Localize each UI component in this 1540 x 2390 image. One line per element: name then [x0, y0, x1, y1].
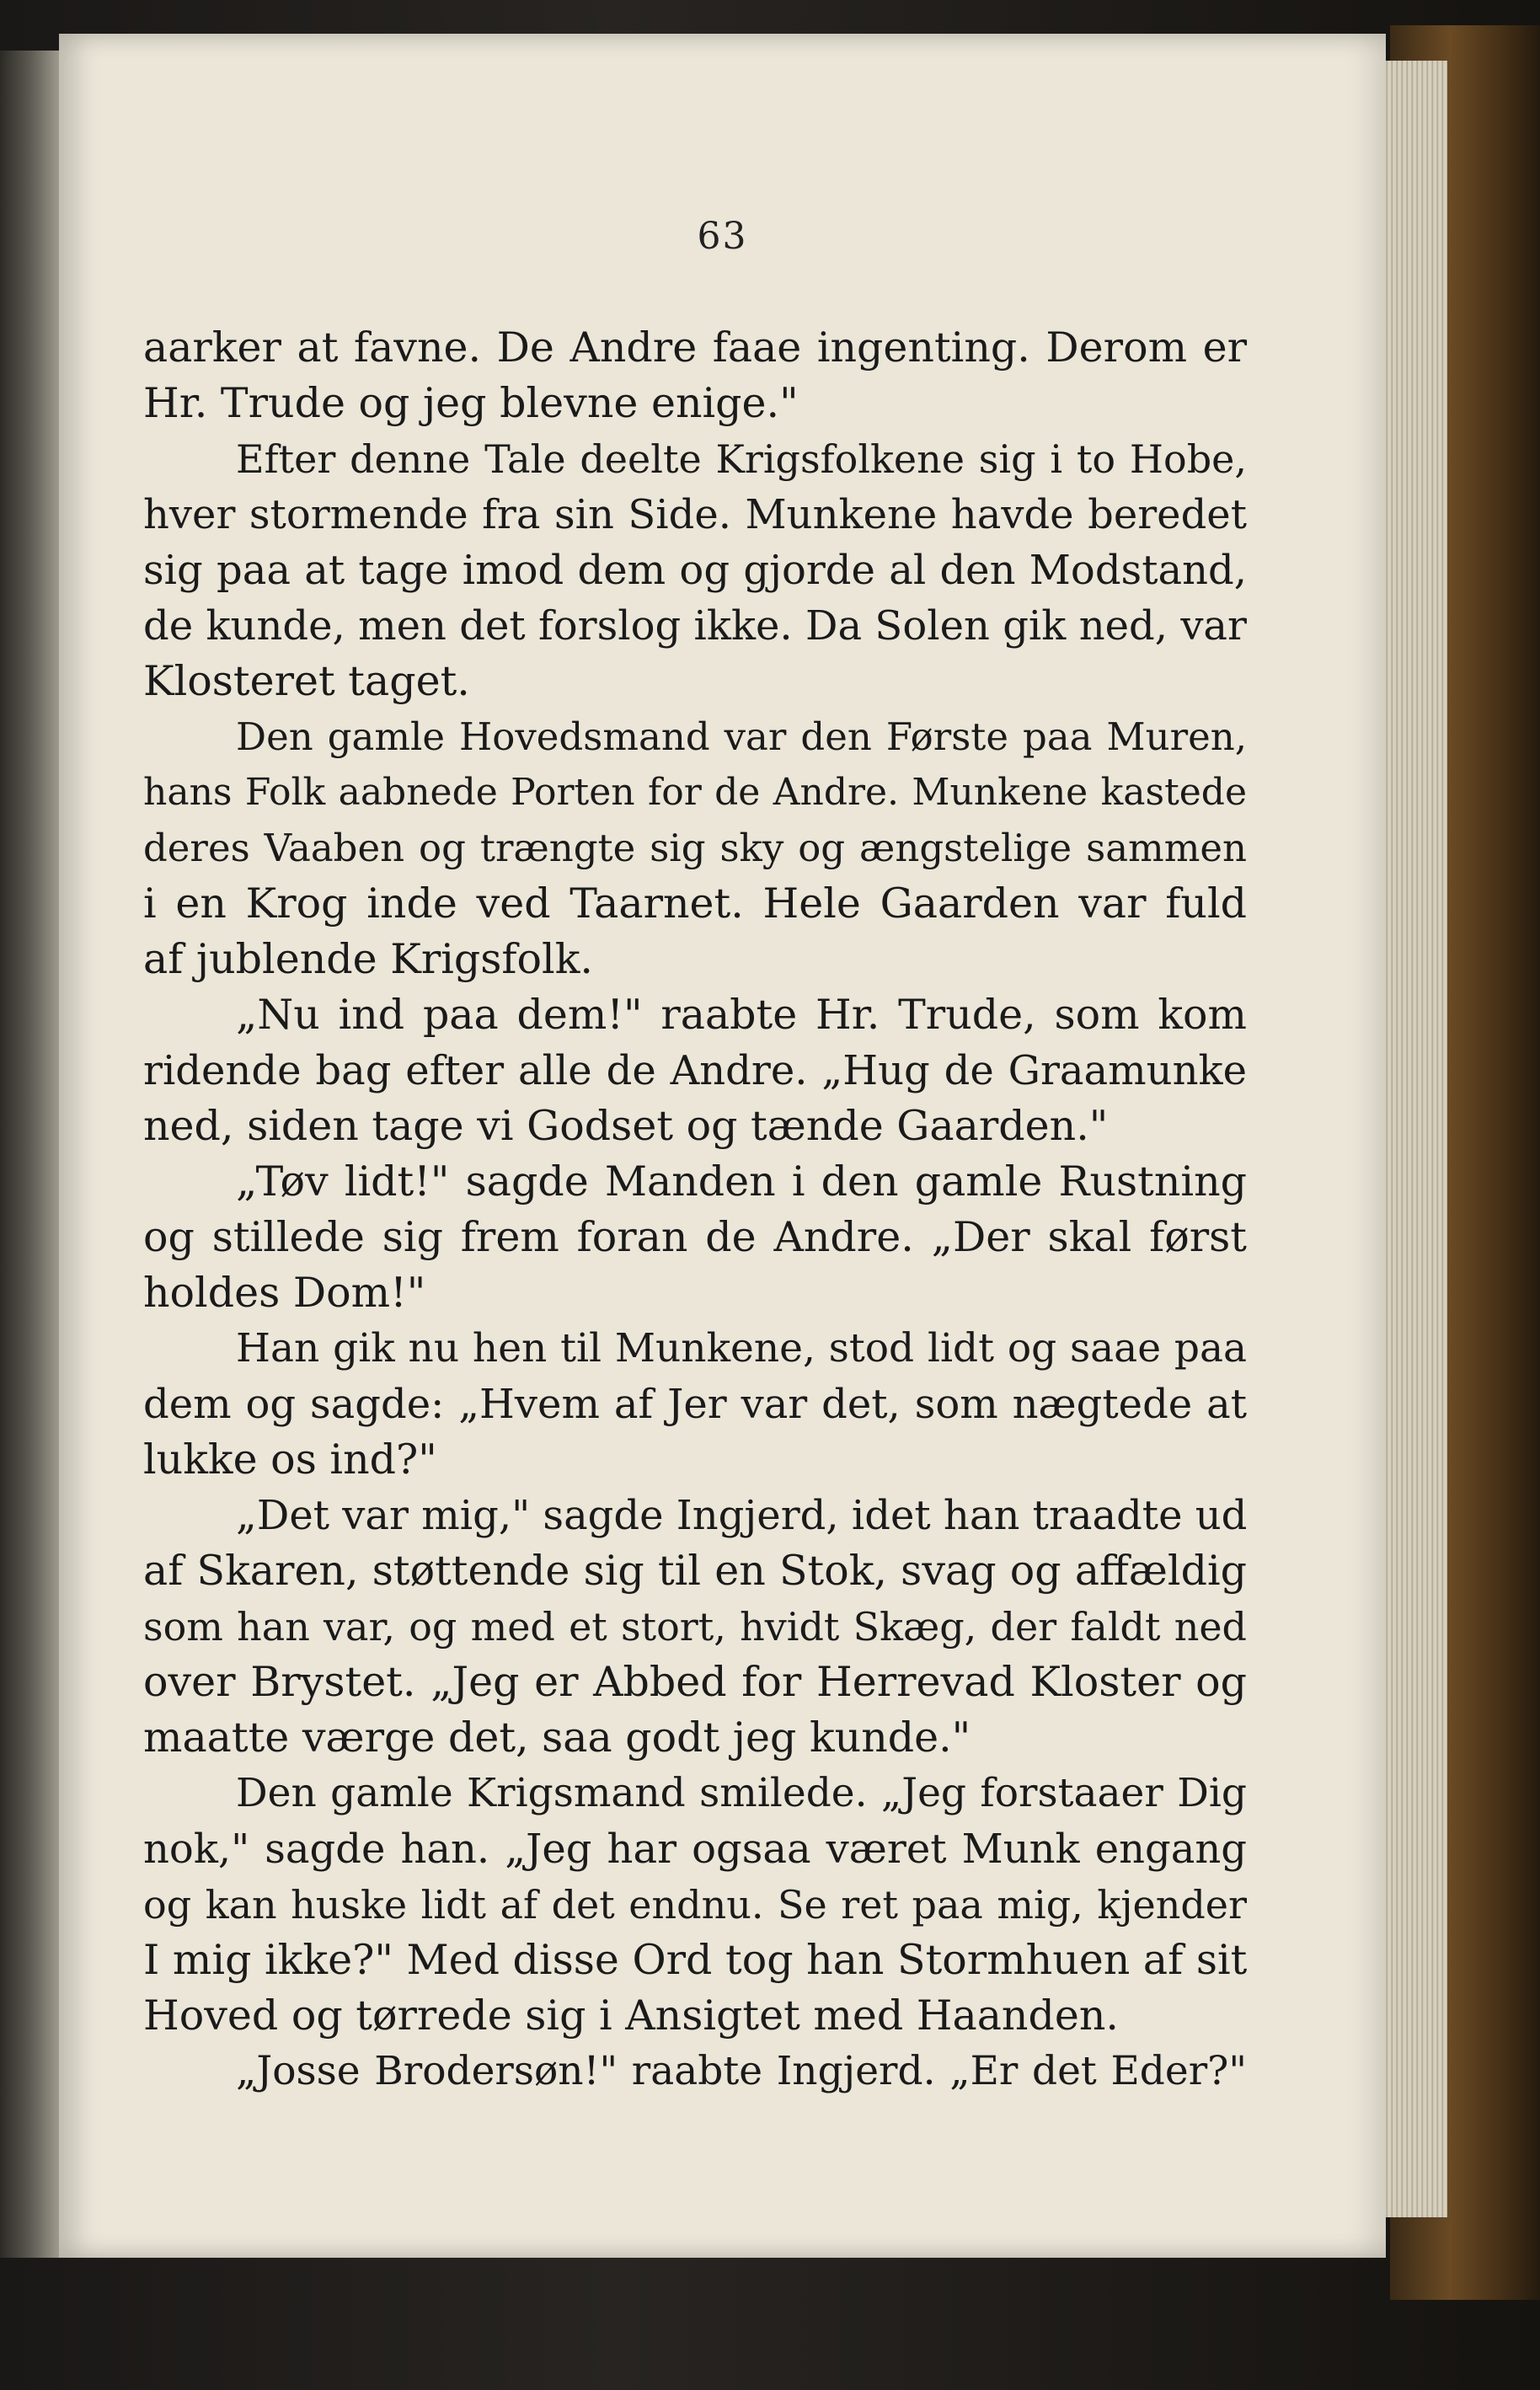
- text-line: som han var, og med et stort, hvidt Skæg, der faldt ned: [143, 1604, 1247, 1649]
- text-line: „Nu ind paa dem!" raabte Hr. Trude, som kom: [236, 991, 1247, 1039]
- text-line: hans Folk aabnede Porten for de Andre. Munkene kastede: [143, 771, 1247, 814]
- text-line: i en Krog inde ved Taarnet. Hele Gaarden var fuld: [143, 880, 1247, 928]
- text-line: I mig ikke?" Med disse Ord tog han Stormhuen af sit: [143, 1936, 1248, 1984]
- text-line: og stillede sig frem foran de Andre. „Der skal først: [143, 1213, 1247, 1261]
- left-page-edge: [0, 51, 67, 2258]
- text-line: Klosteret taget.: [143, 657, 470, 705]
- page-number: 63: [697, 215, 748, 258]
- text-line: de kunde, men det forslog ikke. Da Solen gik ned, var: [143, 602, 1247, 650]
- text-line: af Skaren, støttende sig til en Stok, svag og affældig: [143, 1547, 1247, 1595]
- text-line: holdes Dom!": [143, 1269, 426, 1317]
- text-line: Efter denne Tale deelte Krigsfolkene sig i to Hobe,: [236, 436, 1247, 482]
- text-line: „Tøv lidt!" sagde Manden i den gamle Rustning: [236, 1158, 1247, 1206]
- text-line: Han gik nu hen til Munkene, stod lidt og saae paa: [236, 1325, 1247, 1371]
- text-line: Hr. Trude og jeg blevne enige.": [143, 379, 799, 427]
- text-line: deres Vaaben og trængte sig sky og ængstelige sammen: [143, 826, 1247, 870]
- text-line: hver stormende fra sin Side. Munkene havde beredet: [143, 491, 1247, 538]
- text-line: maatte værge det, saa godt jeg kunde.": [143, 1714, 971, 1762]
- text-line: dem og sagde: „Hvem af Jer var det, som nægtede at: [143, 1381, 1247, 1428]
- text-line: Hoved og tørrede sig i Ansigtet med Haanden.: [143, 1992, 1119, 2040]
- book-page: [59, 34, 1386, 2258]
- text-line: „Josse Brodersøn!" raabte Ingjerd. „Er det Eder?": [236, 2048, 1247, 2094]
- text-line: Den gamle Krigsmand smilede. „Jeg forstaaer Dig: [236, 1770, 1247, 1816]
- text-line: nok," sagde han. „Jeg har ogsaa været Munk engang: [143, 1826, 1247, 1873]
- text-line: lukke os ind?": [143, 1436, 437, 1484]
- page-body: [143, 320, 1247, 2099]
- text-line: ned, siden tage vi Godset og tænde Gaarden.": [143, 1102, 1109, 1150]
- text-line: og kan huske lidt af det endnu. Se ret paa mig, kjender: [143, 1882, 1247, 1928]
- text-line: over Brystet. „Jeg er Abbed for Herrevad Kloster og: [143, 1658, 1247, 1706]
- text-line: Den gamle Hovedsmand var den Første paa Muren,: [236, 714, 1247, 759]
- text-line: ridende bag efter alle de Andre. „Hug de Graamunke: [143, 1047, 1247, 1094]
- text-line: sig paa at tage imod dem og gjorde al den Modstand,: [143, 547, 1247, 594]
- text-line: „Det var mig," sagde Ingjerd, idet han traadte ud: [236, 1492, 1248, 1539]
- text-line: aarker at favne. De Andre faae ingenting. Derom er: [143, 323, 1247, 372]
- text-line: af jublende Krigsfolk.: [143, 935, 593, 983]
